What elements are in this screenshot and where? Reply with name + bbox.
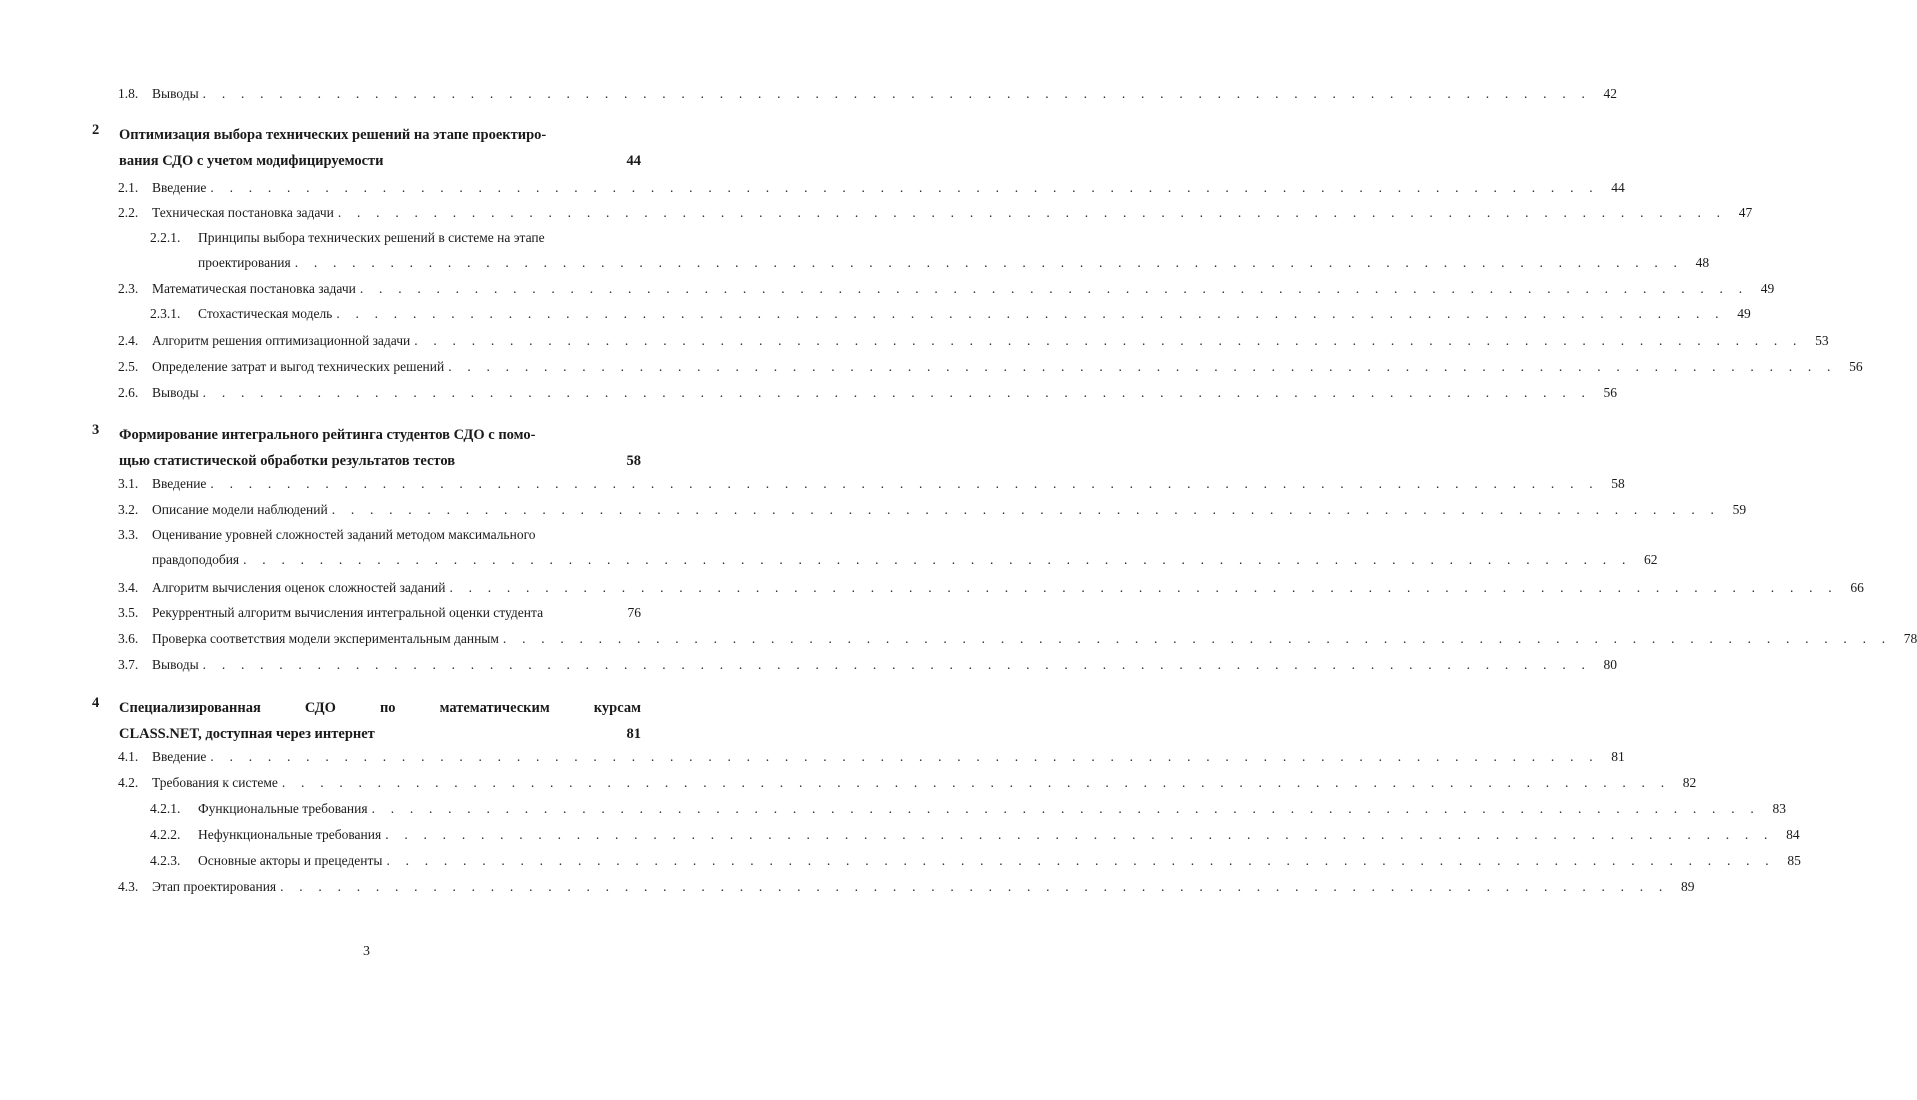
dot-leader: . . . . . . . . . . . . . . . . . . . . . . . . . . . . . . . . . . . . . . . . . . . . . . . . . . . . . . . . . . . . . . . . . . . . . . . . .: [280, 879, 1669, 894]
dot-leader: . . . . . . . . . . . . . . . . . . . . . . . . . . . . . . . . . . . . . . . . . . . . . . . . . . . . . . . . . . . . . . . . . . . . . . . . .: [386, 853, 1775, 868]
toc-entry-page: 56: [1849, 359, 1863, 374]
chapter-number: 4: [92, 695, 100, 711]
toc-entry-number: 3.6.: [118, 631, 139, 646]
toc-entry-page: 81: [1611, 749, 1625, 764]
toc-entry-page: 47: [1738, 205, 1753, 220]
toc-entry-page: 49: [1737, 306, 1751, 321]
toc-entry-3-4[interactable]: [118, 580, 1864, 596]
toc-entry-number: 2.2.: [118, 205, 139, 220]
toc-entry-number: 2.6.: [118, 385, 139, 400]
chapter-title-line1: Оптимизация выбора технических решений на этапе проектиро-: [119, 127, 547, 143]
toc-entry-3-2[interactable]: [118, 502, 1747, 518]
toc-entry-2-3-1[interactable]: [150, 306, 1751, 322]
toc-entry-title: Введение: [152, 180, 207, 195]
toc-entry-2-6[interactable]: [118, 385, 1618, 401]
dot-leader: . . . . . . . . . . . . . . . . . . . . . . . . . . . . . . . . . . . . . . . . . . . . . . . . . . . . . . . . . . . . . . . . . . . . . . . . .: [210, 476, 1599, 491]
toc-entry-3-3[interactable]: [118, 527, 1658, 568]
toc-entry-number: 3.1.: [118, 476, 139, 491]
toc-entry-number: 4.2.: [118, 775, 139, 790]
toc-entry-number: 2.2.1.: [150, 230, 181, 245]
toc-entry-number: 2.1.: [118, 180, 139, 195]
dot-leader: . . . . . . . . . . . . . . . . . . . . . . . . . . . . . . . . . . . . . . . . . . . . . . . . . . . . . . . . . . . . . . . . . . . . . . . . .: [202, 86, 1592, 101]
toc-entry-2-1[interactable]: [118, 180, 1625, 196]
toc-entry-4-2[interactable]: [118, 775, 1697, 791]
toc-entry-number: 4.2.1.: [150, 801, 181, 816]
toc-entry-2-2-1[interactable]: [150, 230, 1710, 271]
toc-entry-number: 3.3.: [118, 527, 139, 542]
toc-entry-title: Нефункциональные требования: [198, 827, 382, 842]
toc-entry-page: 89: [1681, 879, 1695, 894]
dot-leader: . . . . . . . . . . . . . . . . . . . . . . . . . . . . . . . . . . . . . . . . . . . . . . . . . . . . . . . . . . . . . . . . . . . . . . . . .: [337, 205, 1727, 220]
toc-entry-page: 44: [1611, 180, 1625, 195]
toc-entry-page: 58: [1611, 476, 1625, 491]
toc-entry-4-2-3[interactable]: [150, 853, 1801, 869]
toc-entry-title: Проверка соответствия модели экспериментальным данным: [152, 631, 499, 646]
toc-entry-title: Функциональные требования: [198, 801, 368, 816]
toc-entry-4-2-1[interactable]: [150, 801, 1786, 817]
toc-entry-page: 66: [1850, 580, 1864, 595]
dot-leader: . . . . . . . . . . . . . . . . . . . . . . . . . . . . . . . . . . . . . . . . . . . . . . . . . . . . . . . . . . . . . . . . . . . . . . . . .: [202, 385, 1592, 400]
dot-leader: . . . . . . . . . . . . . . . . . . . . . . . . . . . . . . . . . . . . . . . . . . . . . . . . . . . . . . . . . . . . . . . . . . . . . . . . .: [336, 306, 1725, 321]
toc-entry-title-line2: проектирования: [198, 255, 291, 270]
toc-entry-page: 85: [1787, 853, 1801, 868]
toc-entry-2-3[interactable]: [118, 281, 1775, 297]
toc-entry-3-1[interactable]: [118, 476, 1625, 492]
dot-leader: . . . . . . . . . . . . . . . . . . . . . . . . . . . . . . . . . . . . . . . . . . . . . . . . . . . . . . . . . . . . . . . . . . . . . . . . .: [371, 801, 1760, 816]
dot-leader: . . . . . . . . . . . . . . . . . . . . . . . . . . . . . . . . . . . . . . . . . . . . . . . . . . . . . . . . . . . . . . . . . . . . . . . . .: [414, 333, 1803, 348]
toc-entry-title: Стохастическая модель: [198, 306, 333, 321]
dot-leader: . . . . . . . . . . . . . . . . . . . . . . . . . . . . . . . . . . . . . . . . . . . . . . . . . . . . . . . . . . . . . . . . . . . . . . . . .: [210, 749, 1599, 764]
dot-leader: . . . . . . . . . . . . . . . . . . . . . . . . . . . . . . . . . . . . . . . . . . . . . . . . . . . . . . . . . . . . . . . . . . . . . . . . .: [502, 631, 1892, 646]
toc-entry-page: 82: [1682, 775, 1697, 790]
chapter-title-line2: щью статистической обработки результатов тестов: [119, 453, 456, 469]
chapter-title-line2: вания СДО с учетом модифицируемости: [119, 153, 384, 169]
toc-entry-number: 3.5.: [118, 605, 139, 620]
dot-leader: . . . . . . . . . . . . . . . . . . . . . . . . . . . . . . . . . . . . . . . . . . . . . . . . . . . . . . . . . . . . . . . . . . . . . . . . .: [210, 180, 1599, 195]
chapter-number: 3: [92, 422, 100, 438]
toc-entry-page: 42: [1603, 86, 1618, 101]
chapter-title-word: СДО: [304, 700, 336, 716]
chapter-page: 81: [626, 726, 641, 742]
toc-entry-title: Основные акторы и прецеденты: [198, 853, 383, 868]
toc-entry-number: 2.4.: [118, 333, 139, 348]
chapter-title-word: математическим: [439, 700, 550, 716]
toc-entry-title: Этап проектирования: [152, 879, 277, 894]
toc-entry-page: 56: [1603, 385, 1618, 400]
toc-entry-number: 2.3.1.: [150, 306, 181, 321]
toc-entry-number: 2.3.: [118, 281, 139, 296]
toc-entry-3-7[interactable]: [118, 657, 1618, 673]
toc-entry-number: 4.2.2.: [150, 827, 181, 842]
toc-entry-number: 3.4.: [118, 580, 139, 595]
toc-entry-title: Выводы: [152, 385, 199, 400]
toc-entry-title: Выводы: [152, 86, 199, 101]
toc-entry-title-line1: Принципы выбора технических решений в системе на этапе: [198, 230, 545, 245]
toc-entry-title: Выводы: [152, 657, 199, 672]
toc-entry-title: Рекуррентный алгоритм вычисления интегральной оценки студента: [152, 605, 544, 620]
dot-leader: . . . . . . . . . . . . . . . . . . . . . . . . . . . . . . . . . . . . . . . . . . . . . . . . . . . . . . . . . . . . . . . . . . . . . . . . .: [331, 502, 1721, 517]
toc-entry-2-4[interactable]: [118, 333, 1829, 349]
toc-entry-page: 53: [1815, 333, 1829, 348]
toc-entry-number: 1.8.: [118, 86, 139, 101]
dot-leader: . . . . . . . . . . . . . . . . . . . . . . . . . . . . . . . . . . . . . . . . . . . . . . . . . . . . . . . . . . . . . . . . . . . . . . . . .: [448, 359, 1837, 374]
toc-entry-number: 4.2.3.: [150, 853, 181, 868]
chapter-title-line2: CLASS.NET, доступная через интернет: [119, 726, 375, 742]
toc-entry-number: 2.5.: [118, 359, 139, 374]
toc-entry-title: Описание модели наблюдений: [152, 502, 328, 517]
toc-entry-title: Алгоритм решения оптимизационной задачи: [152, 333, 411, 348]
page-number: 3: [363, 944, 370, 959]
toc-entry-page: 62: [1644, 552, 1658, 567]
toc-entry-page: 83: [1772, 801, 1786, 816]
chapter-page: 58: [626, 453, 641, 469]
dot-leader: . . . . . . . . . . . . . . . . . . . . . . . . . . . . . . . . . . . . . . . . . . . . . . . . . . . . . . . . . . . . . . . . . . . . . . . . .: [243, 552, 1632, 567]
toc-entry-3-5[interactable]: [118, 605, 641, 621]
chapter-title-word: курсам: [593, 700, 641, 716]
toc-entry-title: Требования к системе: [152, 775, 278, 790]
toc-entry-2-2[interactable]: [118, 205, 1753, 221]
dot-leader: . . . . . . . . . . . . . . . . . . . . . . . . . . . . . . . . . . . . . . . . . . . . . . . . . . . . . . . . . . . . . . . . . . . . . . . . .: [449, 580, 1838, 595]
dot-leader: . . . . . . . . . . . . . . . . . . . . . . . . . . . . . . . . . . . . . . . . . . . . . . . . . . . . . . . . . . . . . . . . . . . . . . . . .: [202, 657, 1592, 672]
chapter-title-line1: Формирование интегрального рейтинга студентов СДО с помо-: [119, 427, 536, 443]
toc-entry-page: 59: [1732, 502, 1747, 517]
toc-entry-page: 80: [1603, 657, 1618, 672]
toc-entry-page: 76: [627, 605, 641, 620]
toc-entry-4-1[interactable]: [118, 749, 1625, 765]
chapter-title-word: Специализированная: [119, 700, 261, 716]
toc-entry-3-6[interactable]: [118, 631, 1917, 647]
toc-entry-page: 48: [1695, 255, 1710, 270]
toc-entry-title: Техническая постановка задачи: [152, 205, 334, 220]
chapter-number: 2: [92, 122, 100, 138]
toc-entry-1-8[interactable]: [118, 86, 1618, 102]
chapter-title-word: по: [379, 700, 396, 716]
toc-entry-title: Определение затрат и выгод технических решений: [152, 359, 445, 374]
toc-entry-number: 4.1.: [118, 749, 139, 764]
toc-entry-4-2-2[interactable]: [150, 827, 1800, 843]
toc-entry-title-line2: правдоподобия: [152, 552, 240, 567]
toc-entry-page: 78: [1903, 631, 1917, 646]
chapter-page: 44: [626, 153, 641, 169]
toc-entry-page: 84: [1786, 827, 1800, 842]
dot-leader: . . . . . . . . . . . . . . . . . . . . . . . . . . . . . . . . . . . . . . . . . . . . . . . . . . . . . . . . . . . . . . . . . . . . . . . . .: [281, 775, 1671, 790]
toc-entry-4-3[interactable]: [118, 879, 1695, 895]
toc-entry-2-5[interactable]: [118, 359, 1863, 375]
toc-entry-title: Алгоритм вычисления оценок сложностей заданий: [152, 580, 446, 595]
toc-entry-title-line1: Оценивание уровней сложностей заданий методом максимального: [152, 527, 536, 542]
toc-entry-number: 4.3.: [118, 879, 139, 894]
dot-leader: . . . . . . . . . . . . . . . . . . . . . . . . . . . . . . . . . . . . . . . . . . . . . . . . . . . . . . . . . . . . . . . . . . . . . . . . .: [359, 281, 1749, 296]
toc-entry-title: Введение: [152, 749, 207, 764]
dot-leader: . . . . . . . . . . . . . . . . . . . . . . . . . . . . . . . . . . . . . . . . . . . . . . . . . . . . . . . . . . . . . . . . . . . . . . . . .: [294, 255, 1684, 270]
toc-entry-number: 3.7.: [118, 657, 139, 672]
toc-entry-title: Введение: [152, 476, 207, 491]
dot-leader: . . . . . . . . . . . . . . . . . . . . . . . . . . . . . . . . . . . . . . . . . . . . . . . . . . . . . . . . . . . . . . . . . . . . . . . . .: [385, 827, 1774, 842]
toc-entry-title: Математическая постановка задачи: [152, 281, 356, 296]
toc-entry-number: 3.2.: [118, 502, 139, 517]
toc-entry-page: 49: [1760, 281, 1775, 296]
